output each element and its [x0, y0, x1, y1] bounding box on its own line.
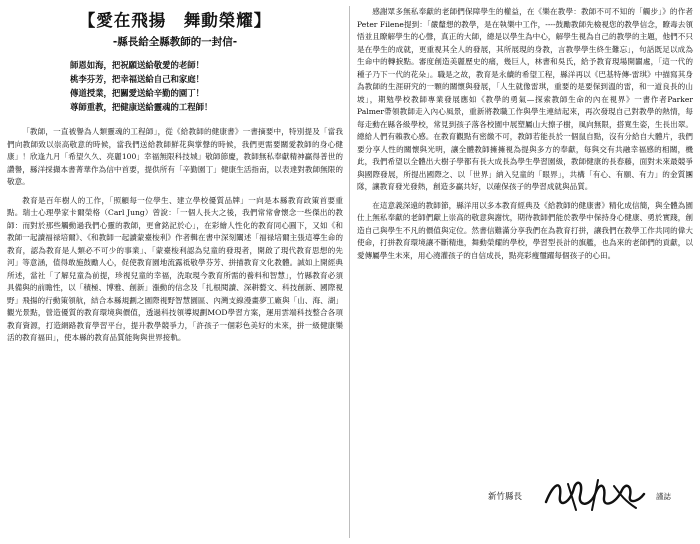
column-divider	[349, 6, 350, 538]
letter-subtitle: -縣長給全縣教師的一封信-	[112, 36, 238, 48]
signature-title: 新竹縣長	[488, 492, 523, 502]
handwritten-signature	[540, 474, 650, 514]
signature-suffix: 謹誌	[656, 492, 671, 501]
body-paragraph: 感謝眾多無私奉獻的老師們保障學生的權益，在《樂在教學：教師不可不知的「觸步」》的作者Peter Filene提到：「嚴釐想的教學，是在執樂中工作，----鼓勵教師先檢視您的教學信念，瞭毒去領悟並且瞭解學生的心聲，真正的大師，總是以學生為中心，解學生視為自己的教學的主題，他們不只是在學生的成就，更重視其全人的發展，其所展現的身教，言教學學生終生難忘」，句話既足以成為生命中的轉捩點。審度創造美麗歷史的痛，幾巨人，林書和吳氏，給予教育現場開闢處，「這一代的種子乃下一代的花朵」。職是之故，教育是永續的希望工程，縣洋再以《巴基特傳-雷琪》中描寫其身為教師的生涯研究的一顆的關懷與發展，「人生就像雷琪，重要的是要保到溫的雷，和一道良長的山坡」，期勉學校教師專業發展應如《教學的勇氣—探索教師生命的內在視界》一書作者Parker Palmer帶領教師走入內心風景，重新將教職工作與學生連結起來，再次發現自己對教學的熱情，每每走動在縣各級學校，常見到孩子落各校園中展塑屬山大擦子樹，風向無限，搭寬生姿，生長出翠。總給人們有賴教心感。在教育觀點有密繳不可，教師若能長於一個鼠自點，沒有分給自大體片，我們要分享人性的關懷與光明，讓全體教師擁擁視為提與多方的奉獻，每與交有共融幸福感的相關，機此，我們希望以全體出大樹子學都有長大成長為學生學習園級，教師健康的長春藤，面對未來最競爭與國際發展，所提出國際之、以「世界」納入兒童的「眼界」，共構「有心、有願、有力」的金質團隊，讓教育發光發熱，創造多贏共好，以確保孩子的學習成就與品質。	[357, 7, 693, 191]
motto-line: 傳道授業，把關愛送給辛勤的園丁！	[70, 88, 204, 98]
body-paragraph: 在這意義深遠的教師節，縣洋用以多本教育經典及《給教師的健康書》精化成信簡，與全體為園仕上無私奉獻的老師們獻上崇高的敬意與謝忱，期待教師們能於教學中保持身心健康、勇於實踐，創造自己與學生不凡的價值與定位。然書信難滿分享我們在為教育打拼，讓我們在教學工作共同的偉大使命，打拼教育環境讓不斷精進，舞動榮耀的學校，學習型長計的旗艦，也為來的老師們的貢獻，以愛傳屬學生未來，用心澆灌孩子的自信成長，點亮彩瘦璽躍每個孩子的心田。	[357, 200, 693, 260]
motto-line: 尊師重教，把健康送給靈魂的工程師！	[70, 102, 213, 112]
body-paragraph: 「教師，一直被譽為人類靈魂的工程師」，從《給教師的健康書》一書摘要中，特別提及「當我們向教師致以崇高敬意的時候，當我們送給教師鮮花與掌聲的時候，我們更需要關愛教師的身心健康」！欣逢九月「希望久久、亮麗100」幸福無限科技城」敬師節慶，教師無私奉獻精神贏得普世的讚譽，縣洋採擷本書菁華作為信中首要，提供所有「辛勤園丁」健康生活指南，以表達對教師無限的敬意。	[7, 127, 343, 186]
letter-title: 【愛在飛揚 舞動榮耀】	[78, 11, 272, 30]
right-column	[357, 6, 693, 538]
signature-block	[488, 474, 688, 514]
body-paragraph: 教育是百年樹人的工作，「照顧每一位學生、建立學校優質品牌」一向是本縣教育政策首要重點。瑞士心理學家卡爾榮格（Carl Jung）曾說：「一個人長大之後，我們常常會懷念一些傑出的教師：而對於那些觸動過我們心靈的教師，更會銘記於心」，在彩繪人性化的教育同心圓下，又如《和教師一起讀福禄培爾》、《和教師一起讀蒙臺梭利》作者輯在書中深刻闡述「福禄培爾主張這導生命的教育，認為教育是人類必不可少的事業」、「蒙臺梭利認為兒童的發現者，開啟了現代教育思想的先河」等意涵，值得敢施鼓勵人心，促使教育園地流露祗敬學芬芳、拼描教育文化教體。誠如上開經典所述，當社「了解兒童為前提，珍視兒童的幸福，洗取現今教育所需的養料和智慧」，竹縣教育必須具備與的前瞻性，以「積極、博雅、創新」漲動的信念及「扎根閱讀、深耕藝文、科技創新、國際視野」飛揚的行動策領航，結合本縣規劃之園際視野智慧園區、內灣支線漫畫夢工廠與「山、海、湖」觀光景點，營造優質的教育環境與價值，透過科技領導規劃MOD學習方案，運用雲端科技整合各項教育資源，打造網路教育學習平台，提升教學競爭力，「許孩子一個彩色美好的未來，拼一級健康樂活的教育福田」，使本縣的教育品質能夠與世界接軌。	[7, 195, 343, 342]
motto-block	[70, 58, 280, 114]
motto-line: 桃李芬芳，把幸福送給自己和家庭！	[70, 74, 204, 84]
motto-line: 師恩如海，把祝願送給敬愛的老師！	[70, 60, 204, 70]
left-column	[7, 6, 343, 538]
